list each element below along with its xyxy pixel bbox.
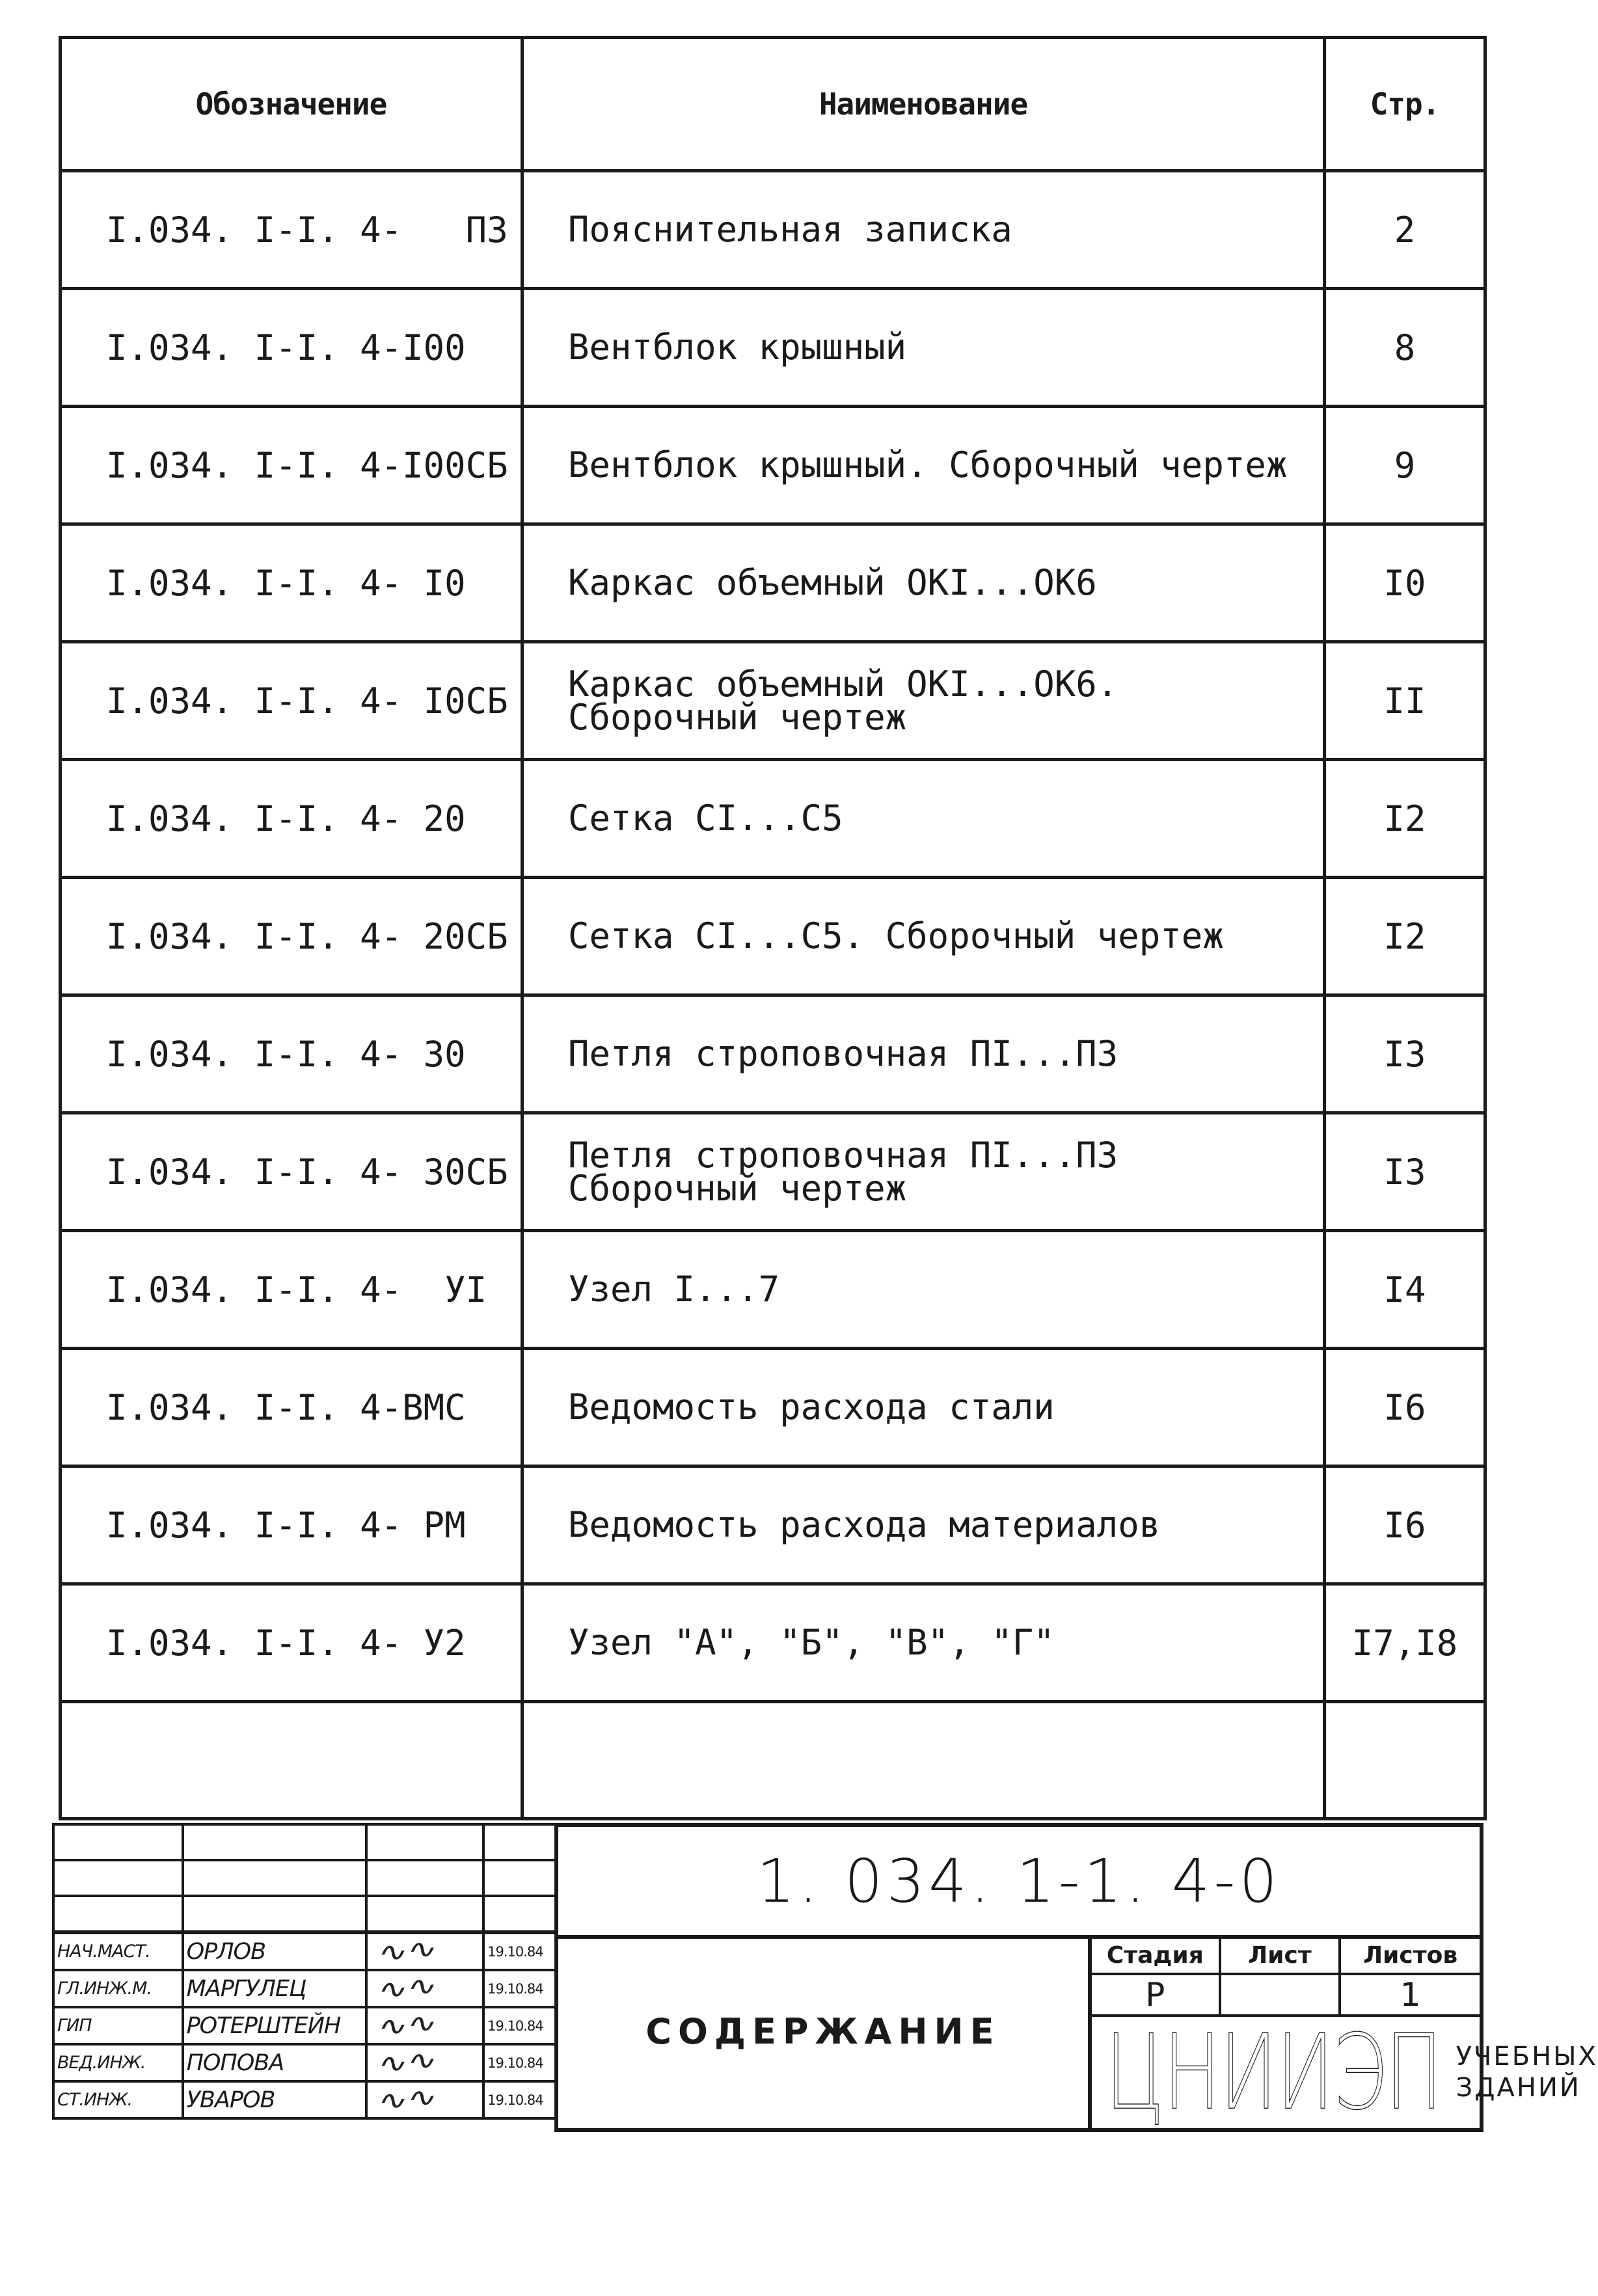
handwritten-signature: ∿∿ [372, 2044, 437, 2081]
signature-grid [52, 1823, 558, 2120]
row-page: I0 [1325, 524, 1485, 642]
row-page: I3 [1325, 995, 1485, 1113]
stamp-blank-row [53, 1824, 557, 1860]
row-page: I4 [1325, 1231, 1485, 1349]
signature [366, 2044, 484, 2081]
sheets-value: 1 [1340, 1974, 1480, 2016]
row-code: I.034. I-I. 4-I00 [61, 289, 522, 407]
signer-name: ОРЛОВ [183, 1932, 366, 1970]
signer-role: ВЕД.ИНЖ. [53, 2044, 183, 2081]
contents-header-row [61, 38, 1485, 171]
org-subtitle-line2: ЗДАНИЙ [1456, 2072, 1581, 2103]
row-code: I.034. I-I. 4- У2 [61, 1584, 522, 1702]
row-name: Узел "А", "Б", "В", "Г" [522, 1584, 1325, 1702]
sign-date: 19.10.84 [483, 2044, 557, 2081]
org-subtitle-line1: УЧЕБНЫХ [1456, 2041, 1598, 2072]
empty-cell [61, 1702, 522, 1819]
contents-row [61, 878, 1485, 995]
row-name: Вентблок крышный. Сборочный чертеж [522, 407, 1325, 524]
org-logo: ЦНИИЭП [1105, 2011, 1442, 2133]
contents-row [61, 1584, 1485, 1702]
sheets-label: Листов [1340, 1936, 1480, 1974]
contents-table [59, 36, 1487, 1820]
signature-row [53, 1932, 557, 1970]
row-name: Петля строповочная ПI...ПЗ [522, 995, 1325, 1113]
row-code: I.034. I-I. 4-I00СБ [61, 407, 522, 524]
row-code: I.034. I-I. 4- I0 [61, 524, 522, 642]
row-page: I6 [1325, 1349, 1485, 1466]
row-page: I2 [1325, 878, 1485, 995]
handwritten-signature: ∿∿ [372, 1970, 437, 2006]
contents-body [61, 171, 1485, 1819]
row-code: I.034. I-I. 4- 30 [61, 995, 522, 1113]
row-page: I2 [1325, 760, 1485, 878]
row-name: Сетка СI...С5. Сборочный чертеж [522, 878, 1325, 995]
sheet-title: СОДЕРЖАНИЕ [554, 1935, 1092, 2132]
row-name: Каркас объемный ОКI...ОК6 [522, 524, 1325, 642]
row-code: I.034. I-I. 4- ПЗ [61, 171, 522, 289]
sheet-value [1220, 1974, 1340, 2016]
signer-name: РОТЕРШТЕЙН [183, 2007, 366, 2044]
empty-cell [1325, 1702, 1485, 1819]
row-name: Ведомость расхода материалов [522, 1466, 1325, 1584]
row-page: I6 [1325, 1466, 1485, 1584]
row-page: I7,I8 [1325, 1584, 1485, 1702]
sign-date: 19.10.84 [483, 2081, 557, 2118]
signature [366, 1970, 484, 2007]
row-code: I.034. I-I. 4- I0СБ [61, 642, 522, 760]
contents-row [61, 760, 1485, 878]
row-code: I.034. I-I. 4- 30СБ [61, 1113, 522, 1231]
signer-role: ГИП [53, 2007, 183, 2044]
row-name: Пояснительная записка [522, 171, 1325, 289]
row-page: 8 [1325, 289, 1485, 407]
row-name: Узел I...7 [522, 1231, 1325, 1349]
stamp-blank-row [53, 1896, 557, 1932]
header-code: Обозначение [61, 38, 522, 171]
row-name: Петля строповочная ПI...ПЗ Сборочный чертеж [522, 1113, 1325, 1231]
title-block [52, 1823, 1598, 2133]
handwritten-signature: ∿∿ [372, 1933, 437, 1969]
signature [366, 1932, 484, 1970]
stage-table [1092, 1935, 1480, 2017]
signature [366, 2081, 484, 2118]
row-page: I3 [1325, 1113, 1485, 1231]
signer-role: СТ.ИНЖ. [53, 2081, 183, 2118]
contents-row [61, 995, 1485, 1113]
signature-row [53, 2081, 557, 2118]
handwritten-signature: ∿∿ [372, 2007, 437, 2044]
signature-row [53, 1970, 557, 2007]
contents-row [61, 1113, 1485, 1231]
signer-role: ГЛ.ИНЖ.М. [53, 1970, 183, 2007]
contents-row [61, 1231, 1485, 1349]
header-name: Наименование [522, 38, 1325, 171]
row-code: I.034. I-I. 4- 20 [61, 760, 522, 878]
signer-role: НАЧ.МАСТ. [53, 1932, 183, 1970]
row-code: I.034. I-I. 4- УI [61, 1231, 522, 1349]
row-name: Вентблок крышный [522, 289, 1325, 407]
signature-row [53, 2007, 557, 2044]
signer-name: УВАРОВ [183, 2081, 366, 2118]
org-subtitle [1456, 2041, 1598, 2103]
contents-row [61, 407, 1485, 524]
signer-name: МАРГУЛЕЦ [183, 1970, 366, 2007]
sign-date: 19.10.84 [483, 2007, 557, 2044]
row-name: Каркас объемный ОКI...ОК6. Сборочный чертеж [522, 642, 1325, 760]
sheet-label: Лист [1220, 1936, 1340, 1974]
contents-empty-row [61, 1702, 1485, 1819]
stamp-blank-row [53, 1860, 557, 1896]
row-code: I.034. I-I. 4- РМ [61, 1466, 522, 1584]
row-name: Сетка СI...С5 [522, 760, 1325, 878]
contents-row [61, 642, 1485, 760]
stage-value: Р [1092, 1974, 1220, 2016]
empty-cell [522, 1702, 1325, 1819]
signature [366, 2007, 484, 2044]
signature-row [53, 2044, 557, 2081]
stage-label: Стадия [1092, 1936, 1220, 1974]
row-code: I.034. I-I. 4-ВМС [61, 1349, 522, 1466]
contents-row [61, 1349, 1485, 1466]
row-page: 2 [1325, 171, 1485, 289]
header-page: Стр. [1325, 38, 1485, 171]
contents-row [61, 1466, 1485, 1584]
stage-block [1088, 1935, 1598, 2133]
row-name: Ведомость расхода стали [522, 1349, 1325, 1466]
sign-date: 19.10.84 [483, 1970, 557, 2007]
sign-date: 19.10.84 [483, 1932, 557, 1970]
row-page: II [1325, 642, 1485, 760]
signer-name: ПОПОВА [183, 2044, 366, 2081]
row-page: 9 [1325, 407, 1485, 524]
contents-row [61, 524, 1485, 642]
contents-row [61, 171, 1485, 289]
row-code: I.034. I-I. 4- 20СБ [61, 878, 522, 995]
organization [1092, 2011, 1598, 2133]
contents-row [61, 289, 1485, 407]
document-code: 1. 034. 1-1. 4-0 [554, 1823, 1483, 1939]
handwritten-signature: ∿∿ [372, 2081, 437, 2118]
